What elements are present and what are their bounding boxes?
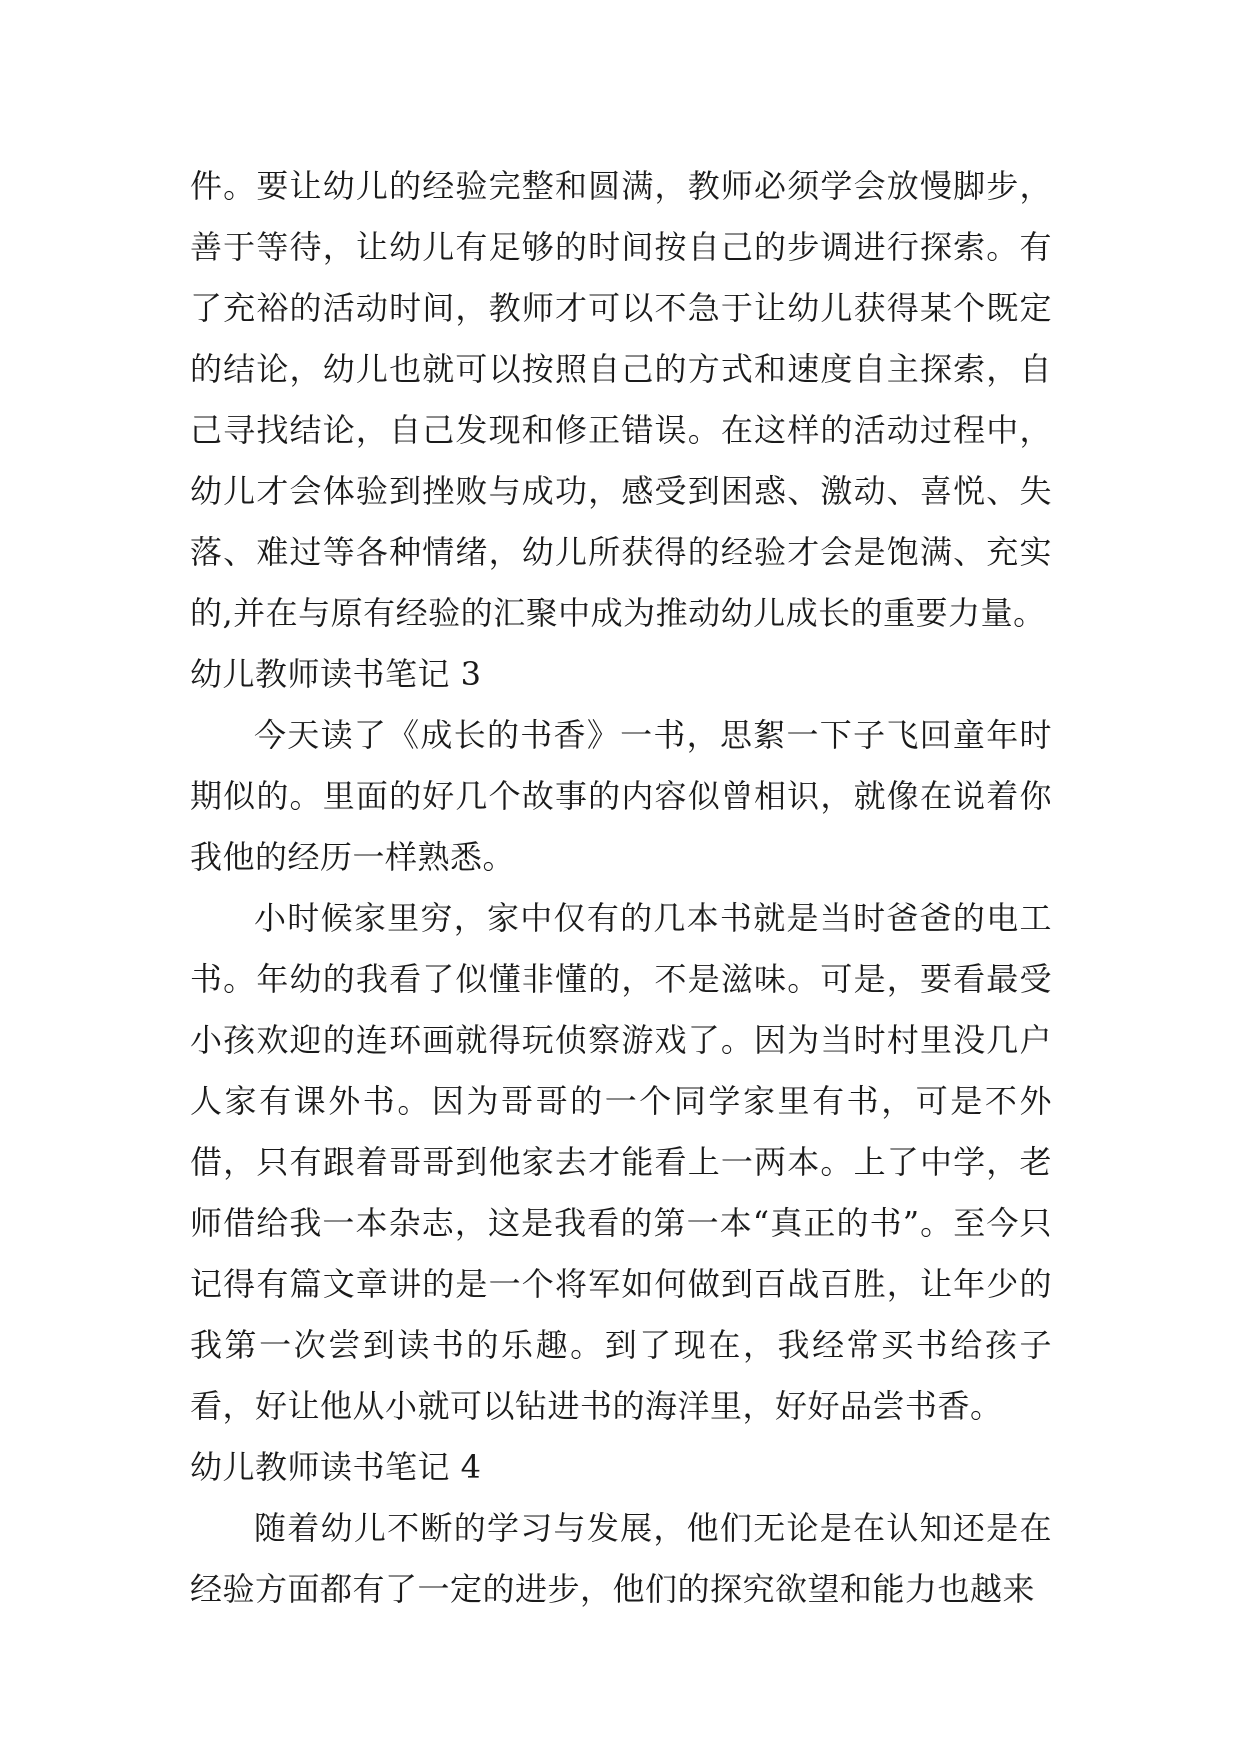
section-heading-3: 幼儿教师读书笔记 3 bbox=[190, 655, 482, 693]
paragraph-continued: 件。要让幼儿的经验完整和圆满，教师必须学会放慢脚步，善于等待，让幼儿有足够的时间按自己的步调进行探索。有了充裕的活动时间，教师才可以不急于让幼儿获得某个既定的结论，幼儿也就可以按照自己的方式和速度自主探索，自己寻找结论，自己发现和修正错误。在这样的活动过程中，幼儿才会体验到挫败与成功，感受到困惑、激动、喜悦、失落、难过等各种情绪，幼儿所获得的经验才会是饱满、充实的,并在与原有经验的汇聚中成为推动幼儿成长的重要力量。 bbox=[190, 167, 1052, 632]
section-heading-4: 幼儿教师读书笔记 4 bbox=[190, 1448, 482, 1486]
paragraph-3-2: 小时候家里穷，家中仅有的几本书就是当时爸爸的电工书。年幼的我看了似懂非懂的，不是滋味。可是，要看最受小孩欢迎的连环画就得玩侦察游戏了。因为当时村里没几户人家有课外书。因为哥哥的一个同学家里有书，可是不外借，只有跟着哥哥到他家去才能看上一两本。上了中学，老师借给我一本杂志，这是我看的第一本“真正的书”。至今只记得有篇文章讲的是一个将军如何做到百战百胜，让年少的我第一次尝到读书的乐趣。到了现在，我经常买书给孩子看，好让他从小就可以钻进书的海洋里，好好品尝书香。 bbox=[190, 899, 1052, 1425]
paragraph-4-1: 随着幼儿不断的学习与发展，他们无论是在认知还是在经验方面都有了一定的进步，他们的探究欲望和能力也越来 bbox=[190, 1509, 1052, 1608]
paragraph-3-1: 今天读了《成长的书香》一书，思絮一下子飞回童年时期似的。里面的好几个故事的内容似曾相识，就像在说着你我他的经历一样熟悉。 bbox=[190, 716, 1052, 876]
document-body bbox=[190, 156, 1052, 1620]
